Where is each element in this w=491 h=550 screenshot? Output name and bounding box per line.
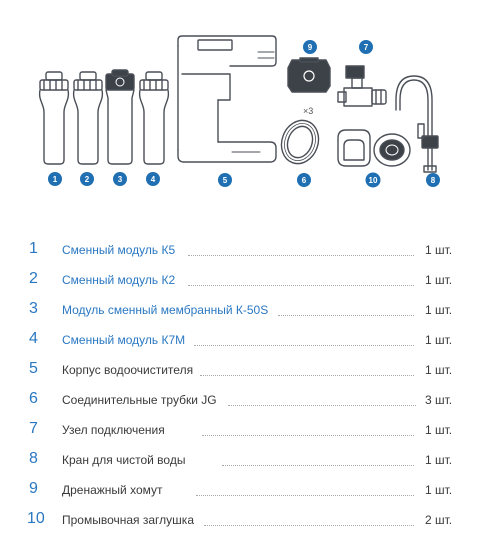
item-name: Сменный модуль К7М: [62, 333, 186, 347]
svg-text:6: 6: [301, 176, 307, 185]
multiplier-label: ×3: [303, 106, 314, 116]
item-number: 8: [29, 450, 38, 467]
item-quantity: 3 шт.: [425, 393, 453, 407]
list-item: [0, 474, 491, 504]
list-item: [0, 294, 491, 324]
item-number: 4: [29, 330, 38, 347]
item-name: Сменный модуль К2: [62, 273, 176, 287]
item-number: 5: [29, 360, 38, 377]
item-name: Дренажный хомут: [62, 483, 163, 497]
cartridge-k2-icon: [74, 72, 103, 164]
flush-plug-icon: [338, 130, 410, 166]
svg-text:10: 10: [368, 176, 378, 185]
leader-dots: [200, 375, 414, 376]
item-quantity: 1 шт.: [425, 303, 453, 317]
leader-dots: [188, 285, 414, 286]
membrane-module-icon: [106, 70, 134, 164]
svg-text:2: 2: [84, 175, 90, 184]
leader-dots: [202, 435, 414, 436]
badge-10: [366, 173, 381, 188]
leader-dots: [278, 315, 414, 316]
item-quantity: 1 шт.: [425, 243, 453, 257]
list-item: [0, 264, 491, 294]
svg-text:8: 8: [430, 176, 436, 185]
components-illustration: [0, 0, 491, 200]
item-number: 10: [27, 510, 45, 527]
svg-text:3: 3: [117, 175, 123, 184]
badge-9: [303, 40, 317, 54]
cartridge-k5-icon: [40, 72, 69, 164]
badge-7: [359, 40, 373, 54]
connection-valve-icon: [338, 66, 386, 106]
badge-2: [80, 172, 94, 186]
item-name: Кран для чистой воды: [62, 453, 186, 467]
leader-dots: [228, 405, 416, 406]
item-quantity: 1 шт.: [425, 363, 453, 377]
leader-dots: [222, 465, 414, 466]
item-quantity: 1 шт.: [425, 423, 453, 437]
item-number: 6: [29, 390, 38, 407]
badge-1: [48, 172, 62, 186]
item-quantity: 1 шт.: [425, 333, 453, 347]
drain-clamp-icon: [288, 58, 330, 92]
badge-3: [113, 172, 127, 186]
item-quantity: 1 шт.: [425, 483, 453, 497]
svg-text:1: 1: [52, 175, 58, 184]
svg-text:7: 7: [363, 43, 369, 52]
list-item: [0, 354, 491, 384]
cartridge-k7m-icon: [140, 72, 169, 164]
item-quantity: 1 шт.: [425, 453, 453, 467]
item-number: 3: [29, 300, 38, 317]
svg-text:4: 4: [150, 175, 156, 184]
leader-dots: [196, 495, 414, 496]
badge-8: [426, 173, 440, 187]
item-name: Узел подключения: [62, 423, 165, 437]
badge-6: [297, 173, 311, 187]
faucet-icon: [396, 76, 438, 172]
connecting-tubes-icon: [276, 115, 325, 169]
list-item: [0, 324, 491, 354]
list-item: [0, 384, 491, 414]
leader-dots: [194, 345, 414, 346]
filter-housing-icon: [178, 36, 276, 162]
item-quantity: 1 шт.: [425, 273, 453, 287]
item-name: Модуль сменный мембранный К-50S: [62, 303, 269, 317]
list-item: [0, 504, 491, 534]
item-name: Корпус водоочистителя: [62, 363, 194, 377]
item-quantity: 2 шт.: [425, 513, 453, 527]
item-number: 2: [29, 270, 38, 287]
badge-4: [146, 172, 160, 186]
item-name: Соединительные трубки JG: [62, 393, 217, 407]
list-item: [0, 234, 491, 264]
item-number: 1: [29, 240, 38, 257]
list-item: [0, 444, 491, 474]
svg-text:9: 9: [307, 43, 313, 52]
item-name: Промывочная заглушка: [62, 513, 194, 527]
list-item: [0, 414, 491, 444]
leader-dots: [204, 525, 414, 526]
item-name: Сменный модуль К5: [62, 243, 176, 257]
item-number: 7: [29, 420, 38, 437]
item-number: 9: [29, 480, 38, 497]
svg-text:5: 5: [222, 176, 228, 185]
badge-5: [218, 173, 232, 187]
leader-dots: [188, 255, 414, 256]
